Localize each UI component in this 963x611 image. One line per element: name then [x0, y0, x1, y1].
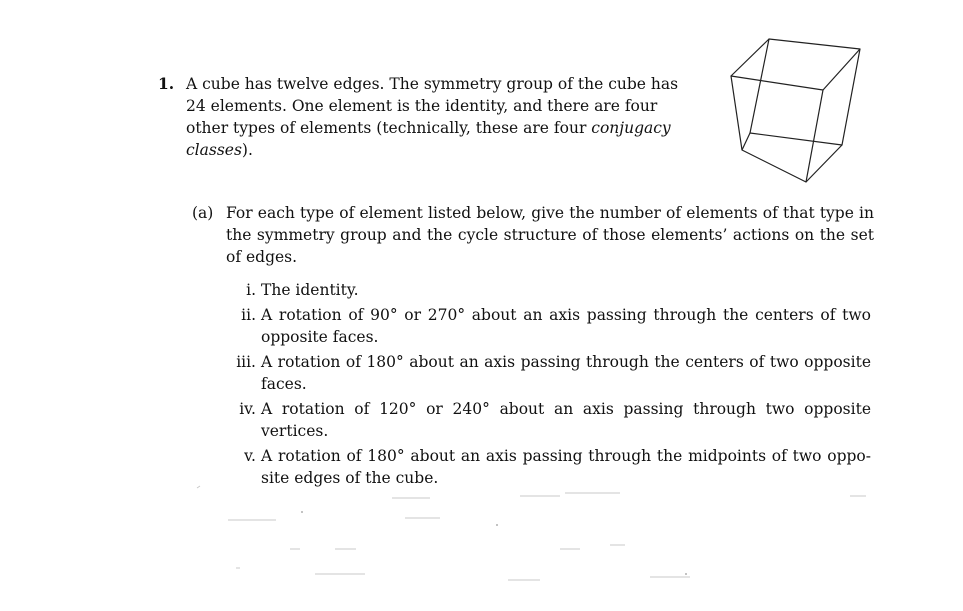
problem-text-before: A cube has twelve edges. The symmetry group of the cube has 24 elements. One element is the identity, and there are four other types of elements (technically, these are four [186, 75, 679, 137]
list-item-text: A rotation of 180° about an axis passing through the midpoints of two oppo-site edges of the cube. [261, 447, 871, 487]
list-item [222, 304, 882, 348]
cube-edge [742, 133, 750, 150]
list-item [222, 398, 882, 442]
cube-front-face [731, 76, 823, 182]
problem-number: 1. [158, 74, 175, 93]
list-item-text: A rotation of 90° or 270° about an axis passing through the centers of two opposite faces. [261, 306, 871, 346]
part-a-label: (a) [192, 204, 214, 222]
cube-wireframe-icon [728, 36, 863, 184]
element-type-list [222, 279, 882, 492]
list-item [222, 351, 882, 395]
list-item-numeral: iv. [239, 400, 256, 418]
list-item-numeral: v. [244, 447, 256, 465]
list-item-numeral: i. [246, 281, 256, 299]
list-item-text: A rotation of 180° about an axis passing through the centers of two opposite faces. [261, 353, 871, 393]
problem-1 [158, 73, 718, 161]
list-item [222, 279, 882, 301]
list-item-numeral: iii. [236, 353, 256, 371]
part-a-text: For each type of element listed below, give the number of elements of that type in the symmetry group and the cycle structure of those elements’ actions on the set of edges. [226, 204, 874, 266]
list-item-numeral: ii. [241, 306, 256, 324]
part-a [192, 202, 882, 268]
list-item-text: The identity. [261, 281, 359, 299]
list-item [222, 445, 882, 489]
list-item-text: A rotation of 120° or 240° about an axis passing through two opposite vertices. [261, 400, 871, 440]
cube-edge [823, 49, 860, 90]
cube-edge [731, 39, 769, 76]
problem-statement [186, 73, 702, 161]
problem-text-after: ). [241, 141, 253, 159]
problem-emphasis: conjugacy classes [186, 119, 671, 159]
cube-back-face [750, 39, 860, 145]
